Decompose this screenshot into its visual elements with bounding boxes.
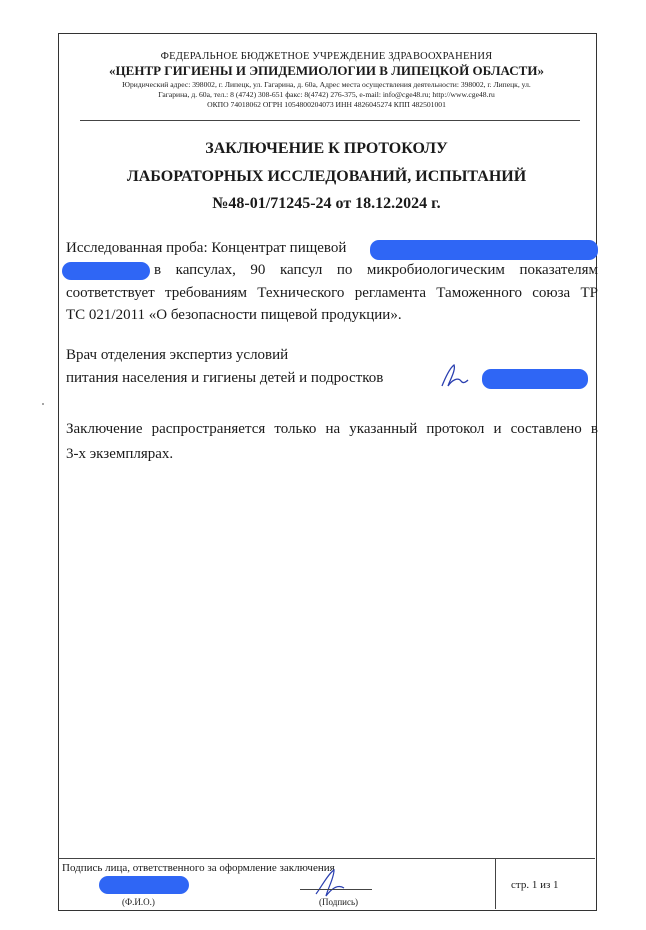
document-title-line-2: ЛАБОРАТОРНЫХ ИССЛЕДОВАНИЙ, ИСПЫТАНИЙ: [126, 168, 527, 185]
doctor-title-line-1: Врач отделения экспертиз условий: [66, 347, 289, 363]
validity-line-2: 3-х экземплярах.: [66, 446, 174, 462]
footer-divider: [58, 858, 595, 859]
responsible-signature-icon: [312, 866, 352, 900]
protocol-number: №48-01/71245-24 от 18.12.2024 г.: [212, 195, 441, 212]
sample-line-3: соответствует требованиям Технического регламента Таможенного союза ТР: [66, 285, 598, 301]
registration-codes: ОКПО 74018062 ОГРН 1054800204073 ИНН 4826045274 КПП 482501001: [207, 100, 446, 109]
document-title-line-1: ЗАКЛЮЧЕНИЕ К ПРОТОКОЛУ: [205, 140, 448, 157]
header-divider: [80, 120, 580, 121]
signature-line: [300, 889, 372, 890]
responsible-signature-caption: Подпись лица, ответственного за оформление заключения: [62, 862, 335, 874]
sample-line-1: Исследованная проба: Концентрат пищевой: [66, 240, 347, 256]
validity-line-1: Заключение распространяется только на указанный протокол и составлено в: [66, 421, 598, 437]
address-line-1: Юридический адрес: 398002, г. Липецк, ул. Гагарина, д. 60а, Адрес места осуществления деятельности: 398002, г. Липецк, ул.: [122, 80, 531, 89]
sample-line-2: в капсулах, 90 капсул по микробиологическим показателям: [154, 262, 598, 278]
fio-label: (Ф.И.О.): [122, 897, 155, 907]
page-indicator: стр. 1 из 1: [511, 879, 559, 891]
redacted-responsible-name: [99, 876, 189, 894]
page-frame: [58, 33, 597, 911]
redacted-product-name-cont: [62, 262, 150, 280]
doctor-title-line-2: питания населения и гигиены детей и подростков: [66, 370, 384, 386]
signature-label: (Подпись): [319, 897, 359, 907]
footer-separator: [495, 859, 496, 909]
org-name: «ЦЕНТР ГИГИЕНЫ И ЭПИДЕМИОЛОГИИ В ЛИПЕЦКОЙ ОБЛАСТИ»: [109, 63, 544, 78]
address-line-2: Гагарина, д. 60а, тел.: 8 (4742) 308-651 факс: 8(4742) 276-375, e-mail: info@cge48.ru; http://www.cge48.ru: [158, 90, 495, 99]
redacted-doctor-name: [482, 369, 588, 389]
org-type: ФЕДЕРАЛЬНОЕ БЮДЖЕТНОЕ УЧРЕЖДЕНИЕ ЗДРАВООХРАНЕНИЯ: [160, 51, 493, 62]
sample-line-4: ТС 021/2011 «О безопасности пищевой продукции».: [66, 307, 402, 323]
doctor-signature-icon: [436, 362, 470, 390]
scan-speck: [42, 403, 44, 405]
redacted-product-name: [370, 240, 598, 260]
